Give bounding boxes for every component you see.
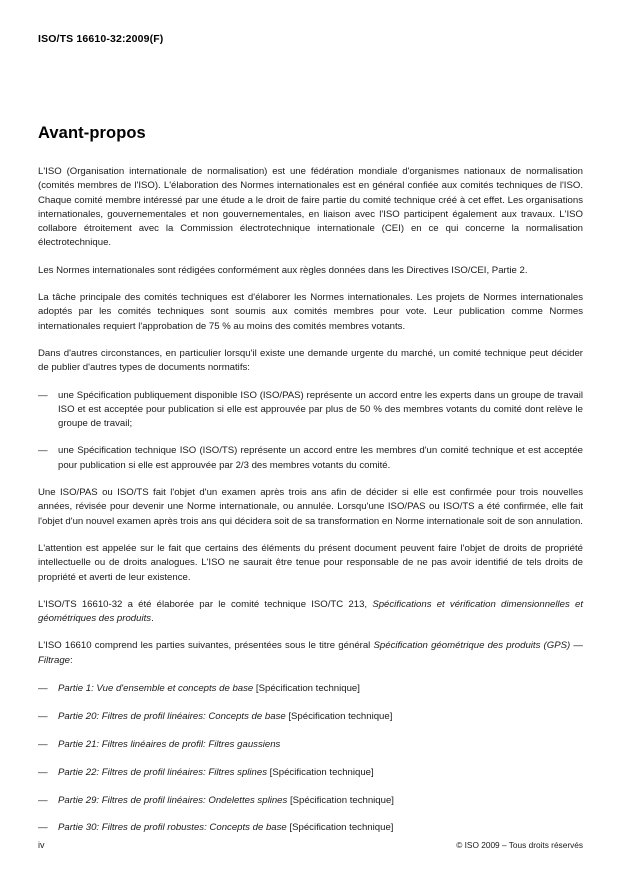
copyright-notice: © ISO 2009 – Tous droits réservés	[456, 840, 583, 850]
em-dash-bullet-icon: —	[38, 738, 48, 750]
page-title: Avant-propos	[38, 124, 146, 142]
committee-title-italic: Spécifications et vérification dimensionnelles et géométriques des produits	[38, 598, 583, 625]
page-number: iv	[38, 840, 45, 850]
paragraph-foreword-2: Les Normes internationales sont rédigées conformément aux règles données dans les Directives ISO/CEI, Partie 2.	[38, 264, 528, 276]
part-entry	[58, 766, 583, 780]
paragraph-foreword-4: Dans d'autres circonstances, en particulier lorsqu'il existe une demande urgente du marché, un comité technique peut décider de publier d'autres types de documents normatifs:	[38, 347, 583, 374]
part-entry	[58, 794, 583, 808]
em-dash-bullet-icon: —	[38, 794, 48, 806]
em-dash-bullet-icon: —	[38, 445, 48, 457]
paragraph-foreword-3: La tâche principale des comités techniques est d'élaborer les Normes internationales. Les projets de Normes internationales adoptés par les comités techniques sont soumis aux comités membres pour vote. Leur publication comme Normes internationales requiert l'approbation de 75 % au moins des comités membres votants.	[38, 292, 583, 332]
list-item	[38, 821, 583, 835]
list-item	[38, 682, 583, 696]
committee-prefix: L'ISO/TS 16610-32 a été élaborée par le comité technique ISO/TC 213,	[38, 598, 373, 610]
normative-item-pas	[38, 389, 583, 432]
paragraph-patent-rights: L'attention est appelée sur le fait que certains des éléments du présent document peuvent faire l'objet de droits de propriété intellectuelle ou de droits analogues. L'ISO ne saurait être tenue pour responsable de ne pas avoir identifié de tels droits de propriété et averti de leur existence.	[38, 542, 583, 583]
em-dash-bullet-icon: —	[38, 389, 48, 401]
list-item	[38, 710, 583, 724]
part-title: Partie 22: Filtres de profil linéaires: Filtres splines	[58, 766, 268, 778]
normative-item-text: une Spécification publiquement disponible ISO (ISO/PAS) représente un accord entre les experts dans un groupe de travail ISO et est acceptée pour publication si elle est approuvée par plus de 50 % des membres votants du comité dont relève le groupe de travail;	[58, 389, 583, 430]
part-note: [Spécification technique]	[287, 794, 394, 806]
em-dash-bullet-icon: —	[38, 683, 48, 695]
committee-suffix: .	[151, 613, 154, 625]
parts-intro-title-italic: Spécification géométrique des produits (GPS) — Filtrage	[38, 640, 583, 666]
parts-intro-suffix: :	[70, 654, 73, 666]
paragraph-review-cycle: Une ISO/PAS ou ISO/TS fait l'objet d'un examen après trois ans afin de décider si elle est confirmée pour trois nouvelles années, révisée pour devenir une Norme internationale, ou annulée. Lorsqu'une ISO/PAS ou ISO/TS a été confirmée, elle fait l'objet d'un nouvel examen après trois ans qui décidera soit de sa transformation en Norme internationale soit de son annulation.	[38, 487, 583, 527]
part-note: [Spécification technique]	[267, 766, 374, 778]
part-note: [Spécification technique]	[285, 710, 393, 722]
list-item	[38, 794, 583, 808]
list-item	[38, 766, 583, 780]
part-title: Partie 29: Filtres de profil linéaires: Ondelettes splines	[58, 794, 288, 806]
part-title: Partie 30: Filtres de profil robustes: Concepts de base	[58, 822, 287, 834]
paragraph-foreword-1: L'ISO (Organisation internationale de normalisation) est une fédération mondiale d'organismes nationaux de normalisation (comités membres de l'ISO). L'élaboration des Normes internationales est en général confiée aux comités techniques de l'ISO. Chaque comité membre intéressé par une étude a le droit de faire partie du comité technique créé à cet effet. Les organisations internationales, gouvernementales et non gouvernementales, en liaison avec l'ISO participent également aux travaux. L'ISO collabore étroitement avec la Commission électrotechnique internationale (CEI) en ce qui concerne la normalisation électrotechnique.	[38, 166, 583, 249]
paragraph-parts-intro	[38, 639, 583, 668]
em-dash-bullet-icon: —	[38, 822, 48, 834]
part-entry	[58, 821, 583, 835]
part-note: [Spécification technique]	[253, 683, 360, 695]
part-entry	[58, 682, 583, 696]
em-dash-bullet-icon: —	[38, 710, 48, 722]
part-entry	[58, 710, 583, 724]
normative-item-ts	[38, 444, 583, 473]
part-note: [Spécification technique]	[286, 822, 394, 834]
part-title: Partie 1: Vue d'ensemble et concepts de base	[58, 683, 254, 695]
part-title: Partie 20: Filtres de profil linéaires: Concepts de base	[58, 710, 286, 722]
list-item	[38, 738, 583, 752]
part-entry	[58, 738, 583, 752]
document-header: ISO/TS 16610-32:2009(F)	[38, 33, 164, 45]
parts-intro-prefix: L'ISO 16610 comprend les parties suivantes, présentées sous le titre général	[38, 640, 374, 652]
em-dash-bullet-icon: —	[38, 766, 48, 778]
document-content	[38, 124, 583, 849]
part-title: Partie 21: Filtres linéaires de profil: Filtres gaussiens	[58, 738, 281, 750]
paragraph-committee	[38, 598, 583, 627]
page-footer	[38, 840, 583, 850]
parts-list	[38, 682, 583, 836]
normative-item-text: une Spécification technique ISO (ISO/TS) représente un accord entre les membres d'un comité technique et est acceptée pour publication si elle est approuvée par 2/3 des membres votants du comité.	[58, 445, 583, 471]
